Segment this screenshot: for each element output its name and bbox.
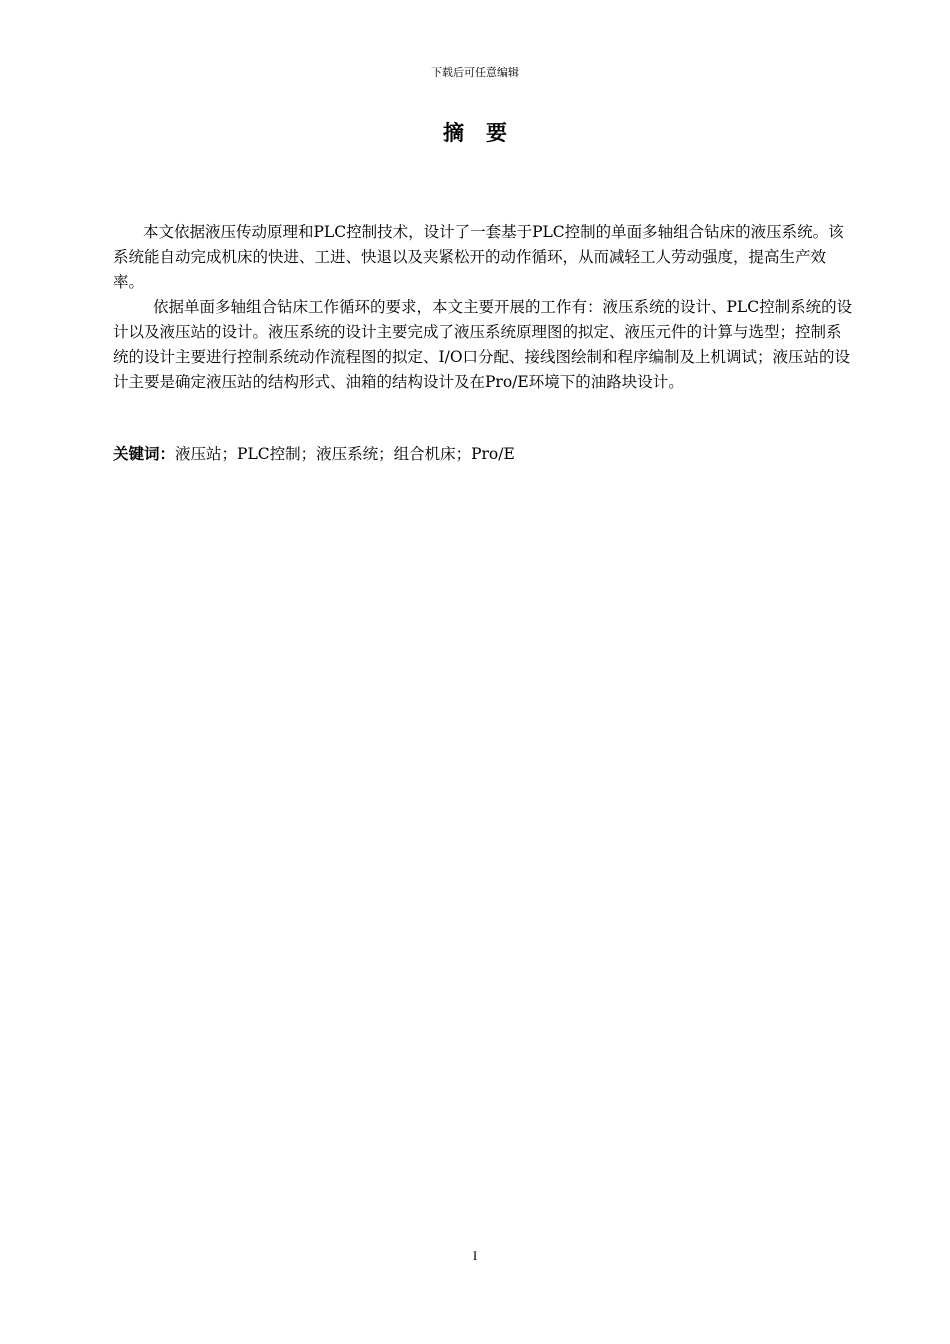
keywords-line <box>113 442 853 467</box>
abstract-body <box>113 220 853 395</box>
abstract-paragraph-2: 依据单面多轴组合钻床工作循环的要求，本文主要开展的工作有：液压系统的设计、PLC控制系统的设计以及液压站的设计。液压系统的设计主要完成了液压系统原理图的拟定、液压元件的计算与选型；控制系统的设计主要进行控制系统动作流程图的拟定、I/O口分配、接线图绘制和程序编制及上机调试；液压站的设计主要是确定液压站的结构形式、油箱的结构设计及在Pro/E环境下的油路块设计。 <box>113 298 853 391</box>
header-note: 下载后可任意编辑 <box>431 66 519 79</box>
page-number: I <box>472 1248 478 1263</box>
keywords-text: 液压站；PLC控制；液压系统；组合机床；Pro/E <box>175 445 515 463</box>
page-title: 摘要 <box>443 121 529 145</box>
keywords-label: 关键词： <box>113 445 176 463</box>
abstract-paragraph-1: 本文依据液压传动原理和PLC控制技术，设计了一套基于PLC控制的单面多轴组合钻床的液压系统。该系统能自动完成机床的快进、工进、快退以及夹紧松开的动作循环，从而减轻工人劳动强度，提高生产效率。 <box>113 223 844 291</box>
